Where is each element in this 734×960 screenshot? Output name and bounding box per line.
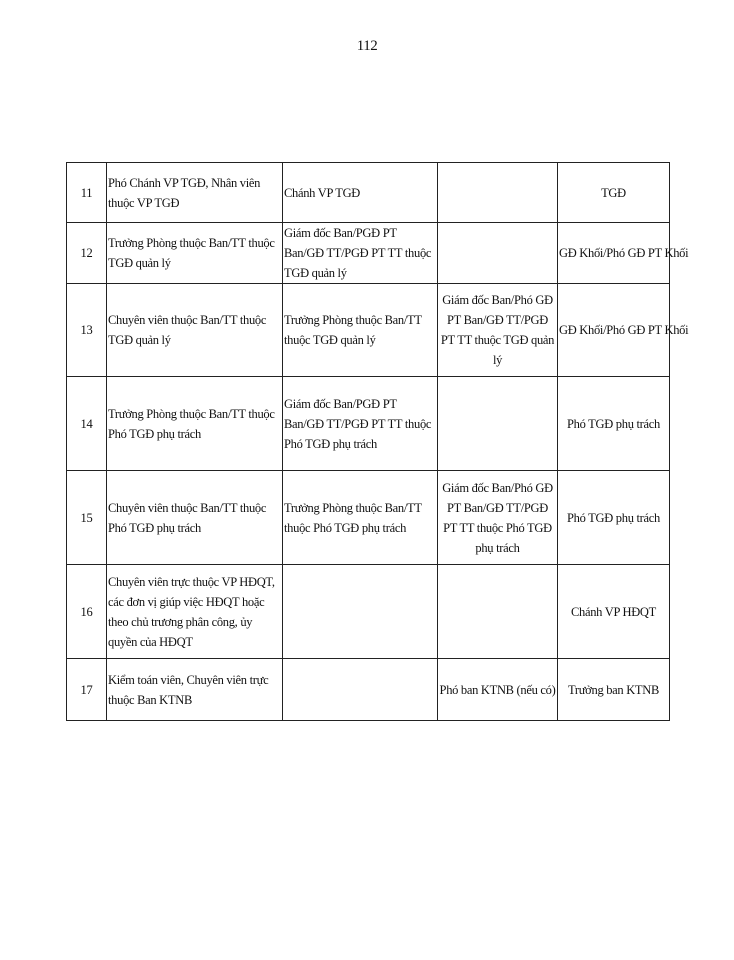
approval-table bbox=[66, 162, 689, 721]
row-number: 15 bbox=[67, 471, 107, 565]
final-approver-cell: Phó TGĐ phụ trách bbox=[558, 471, 670, 565]
row-number: 14 bbox=[67, 377, 107, 471]
row-number: 11 bbox=[67, 163, 107, 223]
second-approver-cell bbox=[438, 377, 558, 471]
table-row bbox=[67, 223, 670, 284]
position-cell: Chuyên viên trực thuộc VP HĐQT, các đơn vị giúp việc HĐQT hoặc theo chủ trương phân công, ủy quyền của HĐQT bbox=[107, 565, 283, 659]
first-approver-cell: Giám đốc Ban/PGĐ PT Ban/GĐ TT/PGĐ PT TT thuộc Phó TGĐ phụ trách bbox=[283, 377, 438, 471]
position-cell: Phó Chánh VP TGĐ, Nhân viên thuộc VP TGĐ bbox=[107, 163, 283, 223]
final-approver-cell: TGĐ bbox=[558, 163, 670, 223]
row-number: 13 bbox=[67, 284, 107, 377]
first-approver-cell: Trưởng Phòng thuộc Ban/TT thuộc Phó TGĐ phụ trách bbox=[283, 471, 438, 565]
table-row bbox=[67, 659, 670, 721]
page-number: 112 bbox=[356, 38, 378, 54]
table-row bbox=[67, 471, 670, 565]
final-approver-cell: Phó TGĐ phụ trách bbox=[558, 377, 670, 471]
table-row bbox=[67, 163, 670, 223]
table-row bbox=[67, 377, 670, 471]
final-approver-cell: Chánh VP HĐQT bbox=[558, 565, 670, 659]
final-approver-cell: GĐ Khối/Phó GĐ PT Khối bbox=[558, 223, 670, 284]
position-cell: Trưởng Phòng thuộc Ban/TT thuộc TGĐ quản lý bbox=[107, 223, 283, 284]
second-approver-cell bbox=[438, 163, 558, 223]
first-approver-cell: Trưởng Phòng thuộc Ban/TT thuộc TGĐ quản lý bbox=[283, 284, 438, 377]
second-approver-cell: Phó ban KTNB (nếu có) bbox=[438, 659, 558, 721]
position-cell: Kiểm toán viên, Chuyên viên trực thuộc Ban KTNB bbox=[107, 659, 283, 721]
second-approver-cell: Giám đốc Ban/Phó GĐ PT Ban/GĐ TT/PGĐ PT TT thuộc TGĐ quản lý bbox=[438, 284, 558, 377]
first-approver-cell: Chánh VP TGĐ bbox=[283, 163, 438, 223]
final-approver-cell: GĐ Khối/Phó GĐ PT Khối bbox=[558, 284, 670, 377]
row-number: 17 bbox=[67, 659, 107, 721]
row-number: 12 bbox=[67, 223, 107, 284]
position-cell: Trưởng Phòng thuộc Ban/TT thuộc Phó TGĐ phụ trách bbox=[107, 377, 283, 471]
position-cell: Chuyên viên thuộc Ban/TT thuộc Phó TGĐ phụ trách bbox=[107, 471, 283, 565]
second-approver-cell bbox=[438, 565, 558, 659]
second-approver-cell bbox=[438, 223, 558, 284]
table-row bbox=[67, 565, 670, 659]
final-approver-cell: Trưởng ban KTNB bbox=[558, 659, 670, 721]
first-approver-cell bbox=[283, 565, 438, 659]
table-row bbox=[67, 284, 670, 377]
first-approver-cell: Giám đốc Ban/PGĐ PT Ban/GĐ TT/PGĐ PT TT thuộc TGĐ quản lý bbox=[283, 223, 438, 284]
row-number: 16 bbox=[67, 565, 107, 659]
second-approver-cell: Giám đốc Ban/Phó GĐ PT Ban/GĐ TT/PGĐ PT TT thuộc Phó TGĐ phụ trách bbox=[438, 471, 558, 565]
position-cell: Chuyên viên thuộc Ban/TT thuộc TGĐ quản lý bbox=[107, 284, 283, 377]
first-approver-cell bbox=[283, 659, 438, 721]
